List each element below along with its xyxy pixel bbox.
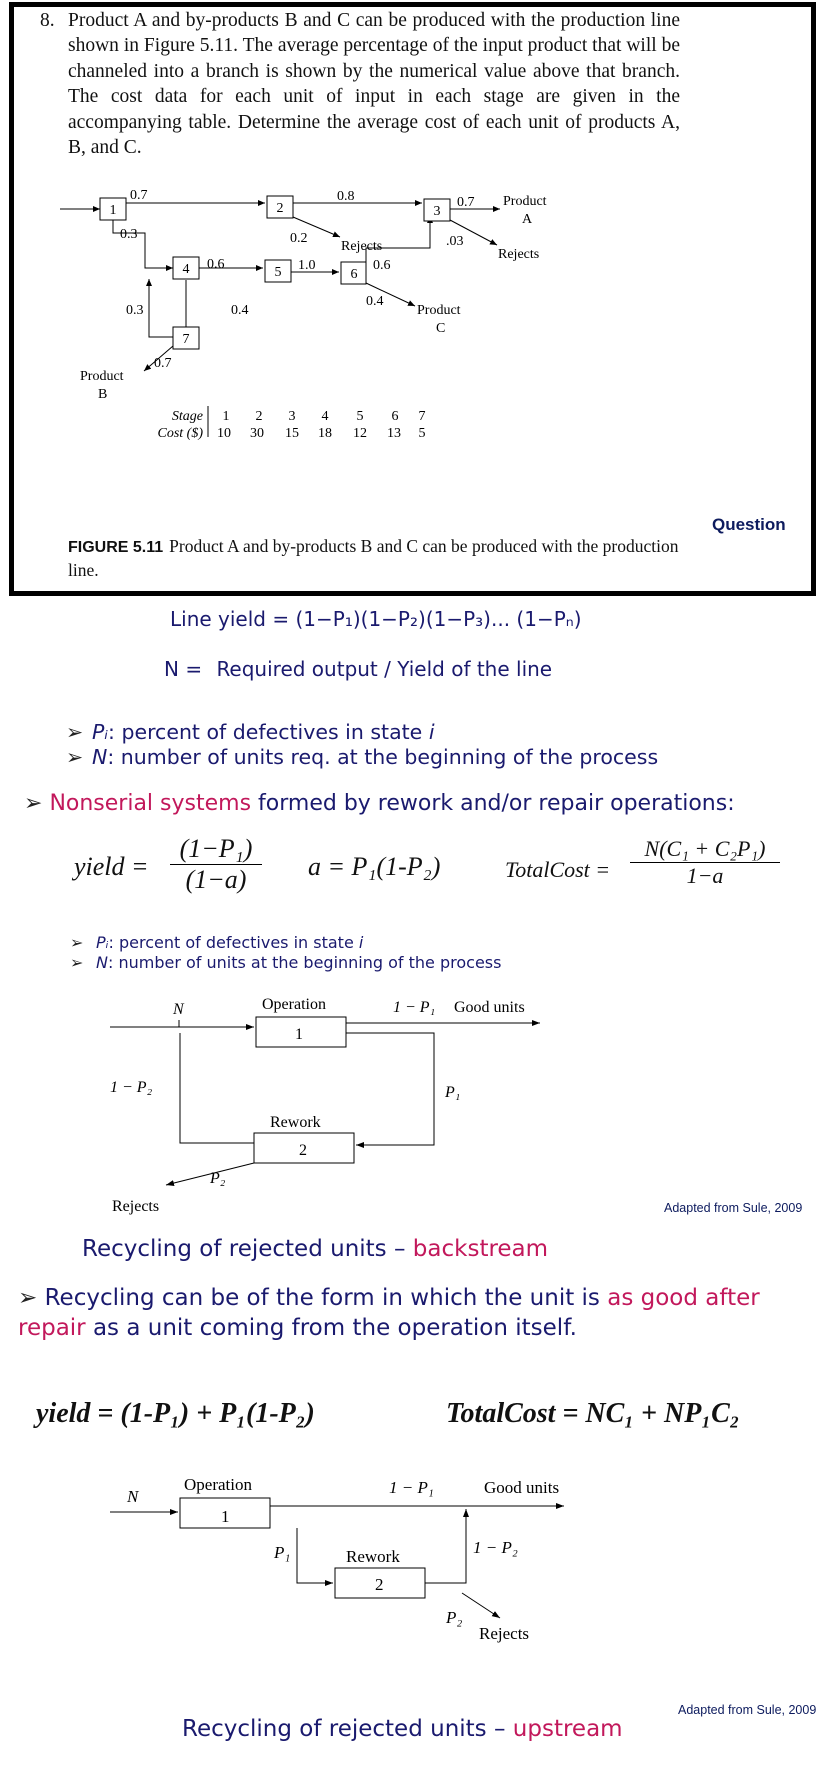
- arrow-bullet-icon: ➢: [24, 791, 50, 816]
- yield-denominator: (1−a): [170, 864, 262, 895]
- totalcost-lhs: TotalCost =: [505, 857, 611, 882]
- totalcost-denominator: 1−a: [630, 862, 780, 889]
- branch-label: 0.6: [373, 258, 391, 273]
- figure-caption-tag: FIGURE 5.11: [68, 539, 164, 556]
- figure-5-11-diagram: [60, 190, 700, 500]
- bullet-text: : number of units req. at the beginning of the process: [107, 745, 659, 769]
- stage-4-label: 4: [182, 262, 190, 277]
- table-cell: 2: [255, 409, 263, 424]
- question-label: Question: [712, 515, 786, 534]
- upstream-paragraph: [18, 1283, 808, 1343]
- backstream-diagram: [100, 985, 600, 1215]
- n-formula-rhs: Required output / Yield of the line: [216, 657, 553, 681]
- operation-label: Operation: [184, 1475, 252, 1494]
- subtitle-upstream: [182, 1716, 623, 1742]
- subtitle-text: Recycling of rejected units –: [82, 1236, 413, 1262]
- table-cell: 5: [356, 409, 364, 424]
- arrow-bullet-icon: ➢: [18, 1285, 45, 1311]
- definition-bullet: [70, 953, 501, 972]
- upstream-totalcost-formula: TotalCost = NC₁ + NP₁C₂: [446, 1398, 740, 1429]
- branch-label: 0.3: [120, 227, 138, 242]
- bullet-var: i: [358, 933, 364, 952]
- good-fraction: 1 − P₁: [393, 999, 436, 1016]
- table-cell: 18: [318, 426, 332, 441]
- right-fraction: 1 − P₂: [473, 1538, 518, 1557]
- table-cell: 7: [418, 409, 426, 424]
- table-cell: 15: [285, 426, 299, 441]
- p2-label: P₂: [210, 1170, 226, 1187]
- para-text: Recycling can be of the form in which the unit is: [44, 1285, 608, 1311]
- table-cell: 5: [418, 426, 426, 441]
- para-text: as a unit coming from the operation itself.: [85, 1315, 577, 1341]
- branch-label: 0.7: [154, 356, 172, 371]
- definition-bullet: [70, 933, 363, 952]
- bullet-symbol: Pᵢ: [96, 933, 109, 952]
- line-yield-rhs: (1−P₁)(1−P₂)(1−P₃)... (1−Pₙ): [295, 607, 582, 631]
- branch-label: .03: [446, 234, 464, 249]
- p2-label: P₂: [446, 1608, 463, 1627]
- branch-label: 0.7: [130, 190, 148, 203]
- branch-label: 0.8: [337, 190, 355, 204]
- bullet-text: : number of units at the beginning of the process: [107, 953, 502, 972]
- rejects-label: Rejects: [112, 1198, 160, 1215]
- arrow-bullet-icon: ➢: [70, 953, 84, 972]
- branch-label: 1.0: [298, 258, 316, 273]
- yield-numerator: (1−P₁): [179, 834, 253, 863]
- rework-label: Rework: [270, 1114, 321, 1131]
- rework-label: Rework: [346, 1547, 400, 1566]
- table-cell: 12: [353, 426, 367, 441]
- subtitle-highlight: backstream: [412, 1236, 549, 1262]
- product-b-label: Product: [80, 369, 124, 384]
- n-label: N: [173, 1001, 184, 1018]
- p1-label: P₁: [274, 1543, 291, 1562]
- problem-text: Product A and by-products B and C can be produced with the production line shown in Figure 5.11. The average percentage of the input product that will be channeled into a branch is shown by the numerical value above that branch. The cost data for each unit of input in each stage are given in the accompanying table. Determine the average cost of each unit of products A, B, and C.: [68, 10, 680, 159]
- stage-1-label: 1: [109, 203, 117, 218]
- definition-bullet: [66, 720, 435, 744]
- product-c-label: Product: [417, 303, 461, 318]
- stage-6-label: 6: [350, 267, 358, 282]
- good-units-label: Good units: [454, 999, 525, 1016]
- product-a-label: Product: [503, 194, 547, 209]
- rejects-label: Rejects: [341, 239, 383, 254]
- stage-2-label: 2: [276, 201, 284, 216]
- subtitle-highlight: upstream: [512, 1716, 623, 1742]
- a-formula: a = P₁(1-P₂): [308, 852, 441, 881]
- problem-number: 8.: [40, 10, 55, 31]
- table-cost-header: Cost ($): [157, 426, 203, 441]
- table-cell: 1: [222, 409, 230, 424]
- left-fraction: 1 − P₂: [110, 1079, 153, 1096]
- nonserial-highlight: Nonserial systems: [49, 791, 252, 816]
- rejects-label: Rejects: [479, 1624, 530, 1643]
- bullet-text: : percent of defectives in state: [108, 720, 429, 744]
- operation-label: Operation: [262, 996, 326, 1013]
- yield-lhs: yield =: [74, 852, 149, 881]
- definition-bullet: [66, 745, 658, 769]
- product-b-label: B: [98, 387, 108, 402]
- stage-5-label: 5: [274, 265, 282, 280]
- yield-fraction: [170, 834, 262, 895]
- line-yield-formula: [170, 607, 582, 631]
- product-a-label: A: [522, 212, 533, 227]
- table-cell: 6: [391, 409, 399, 424]
- good-fraction: 1 − P₁: [389, 1478, 434, 1497]
- rejects-label: Rejects: [498, 247, 540, 262]
- totalcost-numerator: N(C₁ + C₂P₁): [644, 836, 766, 861]
- totalcost-fraction: [630, 836, 780, 889]
- arrow-bullet-icon: ➢: [66, 745, 84, 769]
- figure-caption: [68, 535, 688, 581]
- nonserial-rest: formed by rework and/or repair operations:: [251, 791, 735, 816]
- rework-number: 2: [299, 1142, 307, 1159]
- line-yield-eq: =: [272, 607, 290, 631]
- table-cell: 30: [250, 426, 264, 441]
- subtitle-backstream: [82, 1236, 548, 1262]
- n-formula: [164, 657, 552, 681]
- bullet-symbol: N: [96, 953, 108, 972]
- nonserial-heading: [24, 791, 735, 816]
- arrow-bullet-icon: ➢: [70, 933, 84, 952]
- source-note: Adapted from Sule, 2009: [678, 1703, 817, 1717]
- upstream-diagram: [100, 1468, 620, 1688]
- p1-label: P₁: [445, 1084, 461, 1101]
- arrow-bullet-icon: ➢: [66, 720, 84, 744]
- bullet-symbol: Pᵢ: [92, 720, 109, 744]
- operation-number: 1: [221, 1507, 230, 1526]
- upstream-yield-formula: yield = (1-P₁) + P₁(1-P₂): [36, 1398, 315, 1429]
- branch-label: 0.2: [290, 231, 308, 246]
- source-note: Adapted from Sule, 2009: [664, 1201, 803, 1215]
- stage-7-label: 7: [182, 332, 190, 347]
- good-units-label: Good units: [484, 1478, 560, 1497]
- branch-label: 0.4: [231, 303, 249, 318]
- table-cell: 3: [288, 409, 296, 424]
- n-label: N: [127, 1487, 139, 1506]
- table-stage-header: Stage: [171, 409, 203, 424]
- stage-3-label: 3: [433, 204, 441, 219]
- line-yield-lhs: Line yield: [170, 607, 266, 631]
- para-highlight: as good after repair: [18, 1285, 760, 1341]
- figure-caption-text: Product A and by-products B and C can be produced with the production line.: [68, 536, 679, 580]
- bullet-symbol: N: [92, 745, 108, 769]
- branch-label: 0.3: [126, 303, 144, 318]
- branch-label: 0.4: [366, 294, 384, 309]
- bullet-var: i: [428, 720, 435, 744]
- product-c-label: C: [436, 321, 446, 336]
- table-cell: 4: [321, 409, 329, 424]
- operation-number: 1: [295, 1026, 303, 1043]
- subtitle-text: Recycling of rejected units –: [182, 1716, 513, 1742]
- bullet-text: : percent of defectives in state: [108, 933, 359, 952]
- n-formula-lhs: N =: [164, 657, 203, 681]
- table-cell: 10: [217, 426, 231, 441]
- branch-label: 0.7: [457, 195, 475, 210]
- branch-label: 0.6: [207, 257, 225, 272]
- rework-number: 2: [375, 1575, 384, 1594]
- table-cell: 13: [387, 426, 401, 441]
